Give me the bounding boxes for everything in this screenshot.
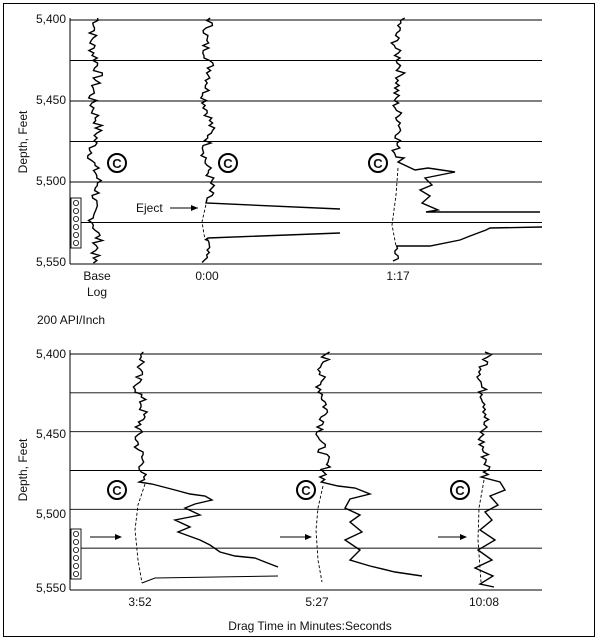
svg-text:C: C [223, 156, 233, 171]
bottom-trace-3-52-tail [142, 576, 278, 583]
bottom-arrow-3 [438, 534, 467, 540]
bottom-depth-tick-5400: 5,400 [35, 347, 66, 361]
svg-text:C: C [112, 156, 122, 171]
bottom-trace-10-08 [475, 352, 505, 587]
top-track-label-base: Base [83, 269, 111, 283]
svg-text:C: C [455, 483, 465, 498]
top-trace-base-log [88, 18, 103, 263]
top-track-label-0-00: 0:00 [195, 269, 219, 283]
scale-note: 200 API/Inch [37, 313, 106, 327]
bottom-marker-2 [297, 481, 315, 499]
top-trace-0-00-dashed [202, 200, 207, 240]
bottom-track-label-10-08: 10:08 [468, 595, 500, 609]
top-panel [16, 12, 542, 327]
svg-text:C: C [301, 483, 311, 498]
bottom-trace-5-27 [316, 352, 422, 576]
bottom-track-label-3-52: 3:52 [128, 595, 152, 609]
top-depth-tick-5550: 5,550 [35, 255, 66, 269]
bottom-marker-1 [108, 481, 126, 499]
top-trace-1-17-dashed [392, 168, 398, 246]
top-depth-axis-title: Depth, Feet [16, 110, 30, 174]
bottom-trace-3-52 [133, 352, 278, 567]
top-panel-gridlines [70, 20, 542, 223]
bottom-depth-tick-5550: 5,550 [35, 581, 66, 595]
bottom-trace-5-27-dashed [316, 486, 323, 582]
eject-arrow-head [191, 205, 198, 211]
bottom-depth-axis-title: Depth, Feet [16, 438, 30, 502]
top-depth-tick-5400: 5,400 [35, 12, 66, 26]
top-depth-tick-5500: 5,500 [35, 174, 66, 188]
bottom-marker-3 [451, 481, 469, 499]
bottom-track-label-5-27: 5:27 [305, 595, 329, 609]
top-trace-1-17 [391, 18, 542, 261]
bottom-trace-3-52-dashed [135, 484, 145, 583]
top-depth-tick-5450: 5,450 [35, 93, 66, 107]
bottom-arrow-2 [280, 534, 312, 540]
svg-text:C: C [112, 483, 122, 498]
bottom-depth-tick-5450: 5,450 [35, 427, 66, 441]
top-trace-0-00 [201, 18, 340, 263]
top-marker-2 [219, 154, 237, 172]
top-track-label-1-17: 1:17 [386, 269, 410, 283]
bottom-x-axis-title: Drag Time in Minutes:Seconds [228, 619, 392, 633]
top-track-label-log: Log [86, 285, 108, 299]
bottom-arrow-1 [90, 534, 122, 540]
svg-text:C: C [373, 156, 383, 171]
eject-label: Eject [136, 201, 163, 215]
bottom-tool-legend [71, 529, 81, 579]
top-tool-legend [71, 198, 81, 248]
bottom-panel [16, 347, 542, 633]
bottom-depth-tick-5500: 5,500 [35, 507, 66, 521]
top-marker-1 [108, 154, 126, 172]
top-marker-3 [369, 154, 387, 172]
